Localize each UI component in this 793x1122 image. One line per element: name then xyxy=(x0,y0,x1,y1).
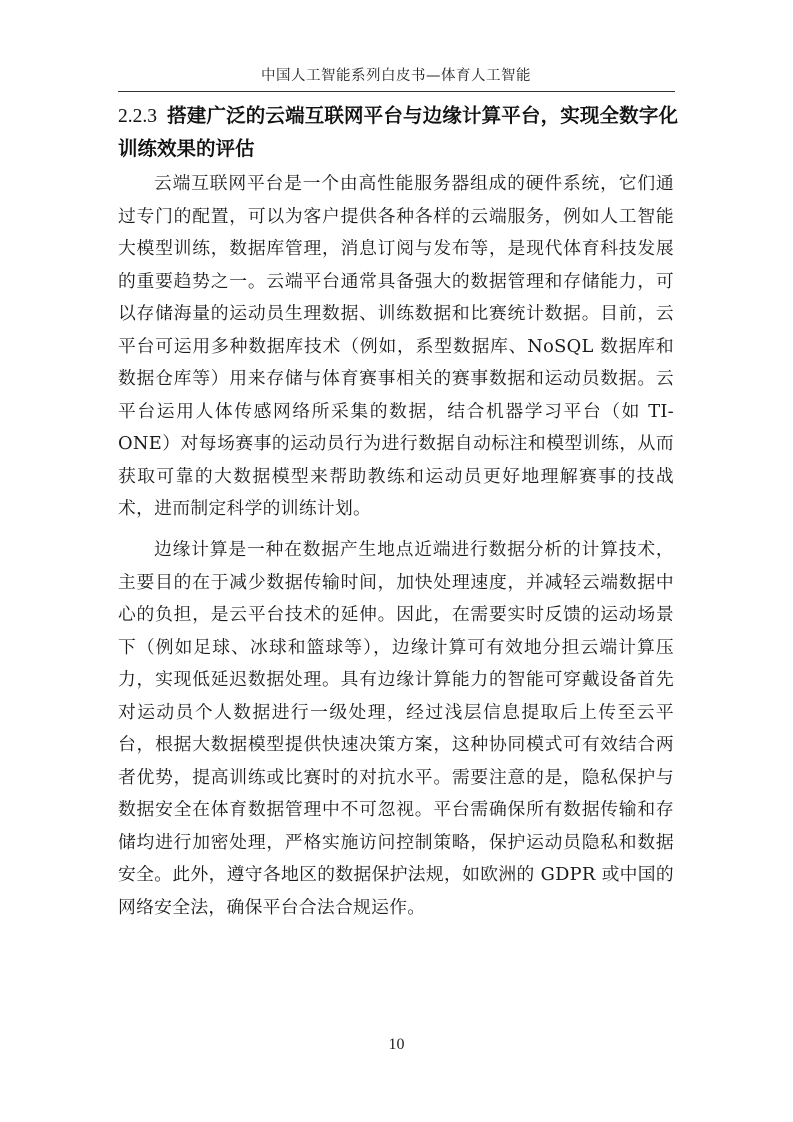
section-heading xyxy=(118,100,678,165)
body-paragraph-cloud-platform: 云端互联网平台是一个由高性能服务器组成的硬件系统，它们通过专门的配置，可以为客户提供各种各样的云端服务，例如人工智能大模型训练，数据库管理，消息订阅与发布等，是现代体育科技发展的重要趋势之一。云端平台通常具备强大的数据管理和存储能力，可以存储海量的运动员生理数据、训练数据和比赛统计数据。目前，云平台可运用多种数据库技术（例如，系型数据库、NoSQL 数据库和数据仓库等）用来存储与体育赛事相关的赛事数据和运动员数据。云平台运用人体传感网络所采集的数据，结合机器学习平台（如 TI-ONE）对每场赛事的运动员行为进行数据自动标注和模型训练，从而获取可靠的大数据模型来帮助教练和运动员更好地理解赛事的技战术，进而制定科学的训练计划。 xyxy=(118,173,674,519)
section-number: 2.2.3 xyxy=(118,106,157,127)
running-header: 中国人工智能系列白皮书—体育人工智能 xyxy=(261,68,531,84)
body-paragraph-edge-computing: 边缘计算是一种在数据产生地点近端进行数据分析的计算技术，主要目的在于减少数据传输时间，加快处理速度，并减轻云端数据中心的负担，是云平台技术的延伸。因此，在需要实时反馈的运动场景下（例如足球、冰球和篮球等），边缘计算可有效地分担云端计算压力，实现低延迟数据处理。具有边缘计算能力的智能可穿戴设备首先对运动员个人数据进行一级处理，经过浅层信息提取后上传至云平台，根据大数据模型提供快速决策方案，这种协同模式可有效结合两者优势，提高训练或比赛时的对抗水平。需要注意的是，隐私保护与数据安全在体育数据管理中不可忽视。平台需确保所有数据传输和存储均进行加密处理，严格实施访问控制策略，保护运动员隐私和数据安全。此外，遵守各地区的数据保护法规，如欧洲的 GDPR 或中国的网络安全法，确保平台合法合规运作。 xyxy=(118,539,674,918)
page-number: 10 xyxy=(388,1036,405,1053)
header-rule xyxy=(118,91,675,92)
section-title: 搭建广泛的云端互联网平台与边缘计算平台，实现全数字化训练效果的评估 xyxy=(118,104,678,160)
